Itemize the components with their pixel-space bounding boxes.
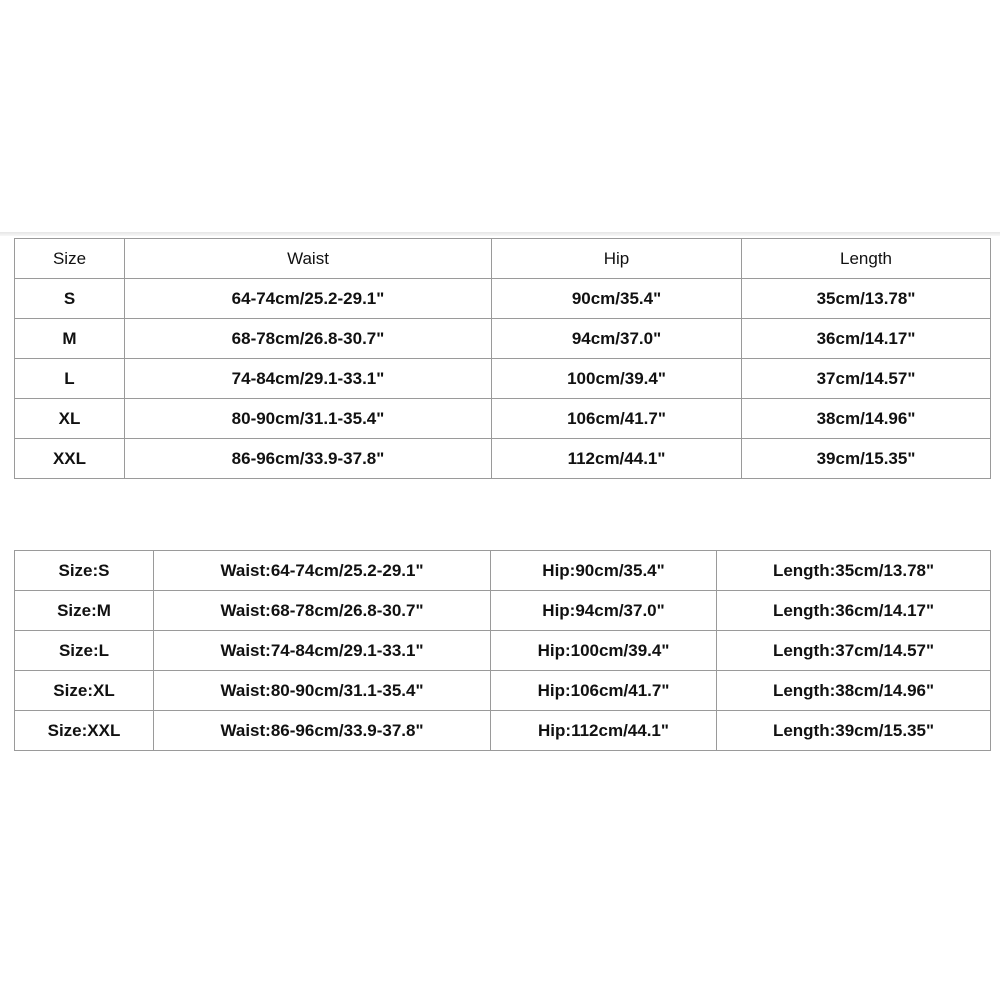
length-cell: 36cm/14.17" [742, 319, 991, 359]
hip-cell: 100cm/39.4" [492, 359, 742, 399]
size-cell: Size:S [15, 551, 154, 591]
waist-cell: 64-74cm/25.2-29.1" [125, 279, 492, 319]
hip-cell: Hip:106cm/41.7" [491, 671, 717, 711]
size-cell: Size:L [15, 631, 154, 671]
size-cell: XXL [15, 439, 125, 479]
table-row [15, 439, 991, 479]
length-cell: Length:39cm/15.35" [717, 711, 991, 751]
hip-cell: Hip:112cm/44.1" [491, 711, 717, 751]
waist-cell: Waist:80-90cm/31.1-35.4" [154, 671, 491, 711]
waist-cell: 68-78cm/26.8-30.7" [125, 319, 492, 359]
table-row [15, 671, 991, 711]
hip-cell: 106cm/41.7" [492, 399, 742, 439]
size-cell: L [15, 359, 125, 399]
top-divider [0, 232, 1000, 236]
table-row [15, 319, 991, 359]
hip-cell: Hip:90cm/35.4" [491, 551, 717, 591]
table-row [15, 279, 991, 319]
length-cell: Length:35cm/13.78" [717, 551, 991, 591]
hip-cell: Hip:94cm/37.0" [491, 591, 717, 631]
waist-cell: Waist:74-84cm/29.1-33.1" [154, 631, 491, 671]
size-cell: S [15, 279, 125, 319]
header-hip: Hip [492, 239, 742, 279]
length-cell: 39cm/15.35" [742, 439, 991, 479]
size-cell: Size:XL [15, 671, 154, 711]
header-size: Size [15, 239, 125, 279]
waist-cell: Waist:64-74cm/25.2-29.1" [154, 551, 491, 591]
waist-cell: 86-96cm/33.9-37.8" [125, 439, 492, 479]
waist-cell: Waist:68-78cm/26.8-30.7" [154, 591, 491, 631]
size-cell: Size:M [15, 591, 154, 631]
length-cell: Length:38cm/14.96" [717, 671, 991, 711]
size-cell: M [15, 319, 125, 359]
table-row [15, 591, 991, 631]
table-row [15, 399, 991, 439]
table-row [15, 359, 991, 399]
hip-cell: 112cm/44.1" [492, 439, 742, 479]
table-row [15, 551, 991, 591]
hip-cell: 90cm/35.4" [492, 279, 742, 319]
size-chart-table-labeled [14, 550, 991, 751]
waist-cell: 74-84cm/29.1-33.1" [125, 359, 492, 399]
size-cell: XL [15, 399, 125, 439]
header-waist: Waist [125, 239, 492, 279]
waist-cell: 80-90cm/31.1-35.4" [125, 399, 492, 439]
size-cell: Size:XXL [15, 711, 154, 751]
length-cell: Length:36cm/14.17" [717, 591, 991, 631]
table-row [15, 711, 991, 751]
hip-cell: 94cm/37.0" [492, 319, 742, 359]
length-cell: Length:37cm/14.57" [717, 631, 991, 671]
size-chart-table-columns [14, 238, 991, 479]
header-length: Length [742, 239, 991, 279]
length-cell: 37cm/14.57" [742, 359, 991, 399]
waist-cell: Waist:86-96cm/33.9-37.8" [154, 711, 491, 751]
table-row [15, 631, 991, 671]
length-cell: 35cm/13.78" [742, 279, 991, 319]
hip-cell: Hip:100cm/39.4" [491, 631, 717, 671]
length-cell: 38cm/14.96" [742, 399, 991, 439]
table-header-row [15, 239, 991, 279]
